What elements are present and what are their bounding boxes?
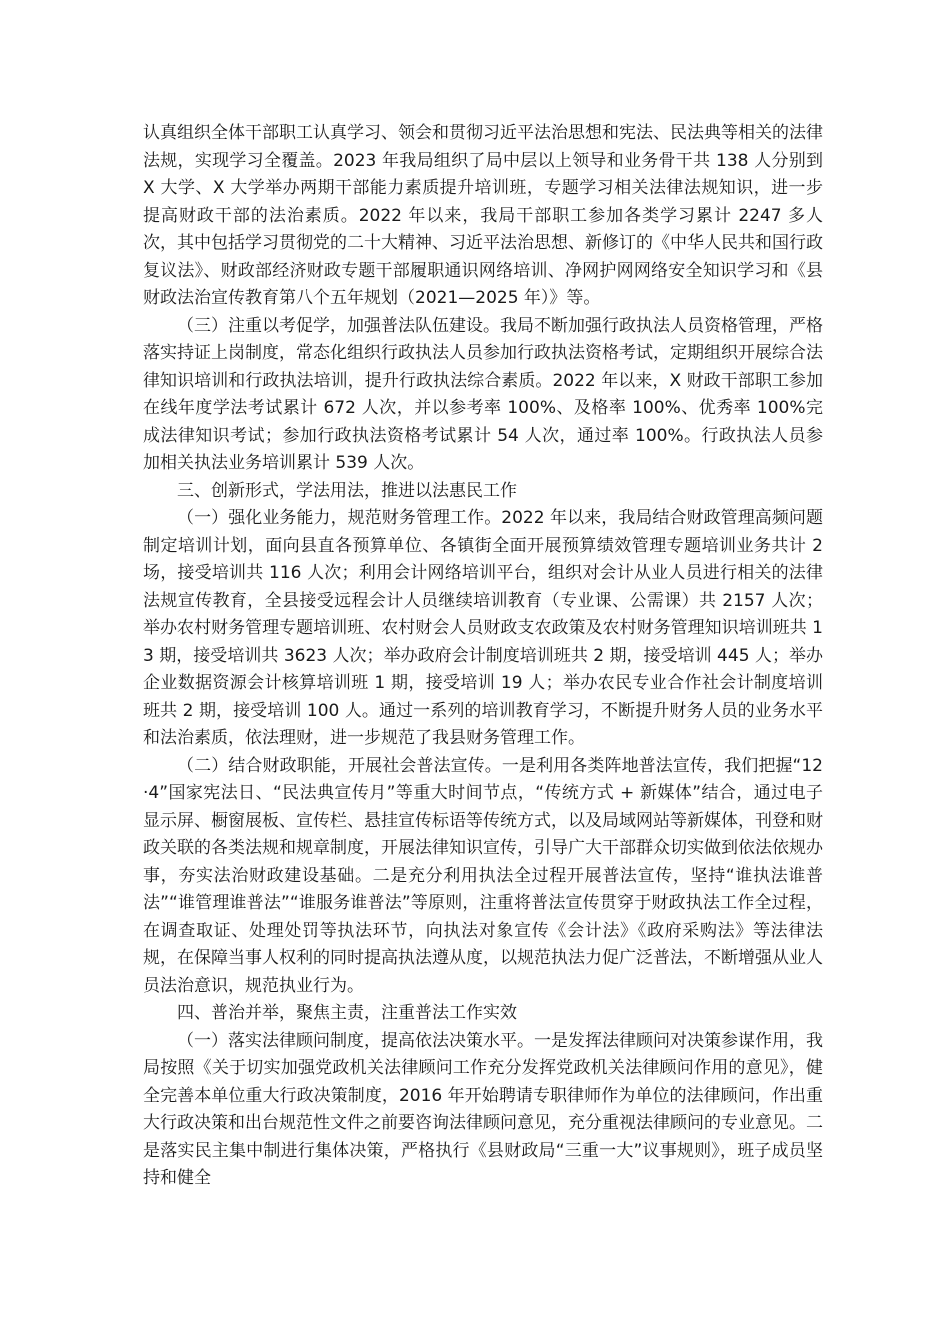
paragraph-legal-advisor: （一）落实法律顾问制度，提高依法决策水平。一是发挥法律顾问对决策参谋作用，我局按照《关于切实加强党政机关法律顾问工作充分发挥党政机关法律顾问作用的意见》，健全完善本单位重大行政决策制度，2016 年开始聘请专职律师作为单位的法律顾问，作出重大行政决策和出台规范性文件之前要咨询法律顾问意见，充分重视法律顾问的专业意见。二是落实民主集中制进行集体决策，严格执行《县财政局“三重一大”议事规则》，班子成员坚持和健全	[143, 1030, 823, 1188]
paragraph-exam-promotion: （三）注重以考促学，加强普法队伍建设。我局不断加强行政执法人员资格管理，严格落实持证上岗制度，常态化组织行政执法人员参加行政执法资格考试，定期组织开展综合法律知识培训和行政执法培训，提升行政执法综合素质。2022 年以来，X 财政干部职工参加在线年度学法考试累计 672 人次，并以参考率 100%、及格率 100%、优秀率 100%完成法律知识考试；参加行政执法资格考试累计 54 人次，通过率 100%。行政执法人员参加相关执法业务培训累计 539 人次。	[143, 315, 823, 473]
paragraph-study-coverage: 认真组织全体干部职工认真学习、领会和贯彻习近平法治思想和宪法、民法典等相关的法律法规，实现学习全覆盖。2023 年我局组织了局中层以上领导和业务骨干共 138 人分别到 X 大学、X 大学举办两期干部能力素质提升培训班，专题学习相关法律法规知识，进一步提高财政干部的法治素质。2022 年以来，我局干部职工参加各类学习累计 2247 多人次，其中包括学习贯彻党的二十大精神、习近平法治思想、新修订的《中华人民共和国行政复议法》、财政部经济财政专题干部履职通识网络培训、净网护网网络安全知识学习和《县财政法治宣传教育第八个五年规划（2021—2025 年）》等。	[143, 123, 823, 308]
paragraph-business-capability: （一）强化业务能力，规范财务管理工作。2022 年以来，我局结合财政管理高频问题制定培训计划，面向县直各预算单位、各镇街全面开展预算绩效管理专题培训业务共计 2 场，接受培训共 116 人次；利用会计网络培训平台，组织对会计从业人员进行相关的法律法规宣传教育，全县接受远程会计人员继续培训教育（专业课、公需课）共 2157 人次；举办农村财务管理专题培训班、农村财会人员财政支农政策及农村财务管理知识培训班共 13 期，接受培训共 3623 人次；举办政府会计制度培训班共 2 期，接受培训 445 人；举办企业数据资源会计核算培训班 1 期，接受培训 19 人；举办农民专业合作社会计制度培训班共 2 期，接受培训 100 人。通过一系列的培训教育学习，不断提升财务人员的业务水平和法治素质，依法理财，进一步规范了我县财务管理工作。	[143, 508, 823, 748]
section-heading-three: 三、创新形式，学法用法，推进以法惠民工作	[177, 480, 517, 501]
paragraph-social-publicity: （二）结合财政职能，开展社会普法宣传。一是利用各类阵地普法宣传，我们把握“12·4”国家宪法日、“民法典宣传月”等重大时间节点，“传统方式 + 新媒体”结合，通过电子显示屏、橱窗展板、宣传栏、悬挂宣传标语等传统方式，以及局域网站等新媒体，刊登和财政关联的各类法规和规章制度，开展法律知识宣传，引导广大干部群众切实做到依法依规办事，夯实法治财政建设基础。二是充分利用执法全过程开展普法宣传，坚持“谁执法谁普法”“谁管理谁普法”“谁服务谁普法”等原则，注重将普法宣传贯穿于财政执法工作全过程，在调查取证、处理处罚等执法环节，向执法对象宣传《会计法》《政府采购法》等法律法规，在保障当事人权利的同时提高执法遵从度，以规范执法力促广泛普法，不断增强从业人员法治意识，规范执业行为。	[143, 755, 823, 996]
document-page	[143, 120, 823, 1193]
section-heading-four: 四、普治并举，聚焦主责，注重普法工作实效	[177, 1003, 517, 1023]
